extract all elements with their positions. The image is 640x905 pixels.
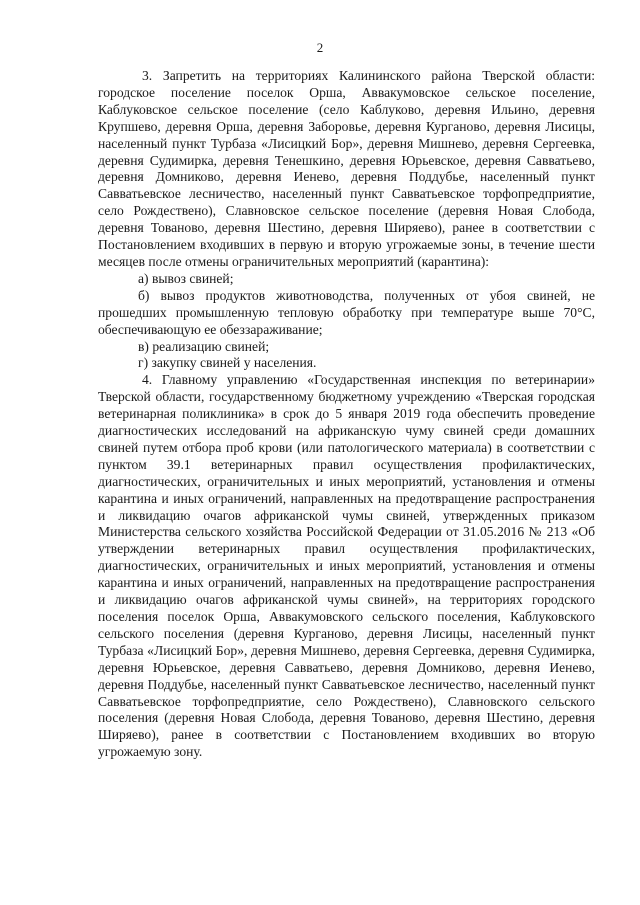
paragraph-3-item-b: б) вывоз продуктов животноводства, полученных от убоя свиней, не прошедших промышленную тепловую обработку при температуре выше 70°С, обеспечивающую ее обеззараживание; <box>98 287 595 337</box>
paragraph-3-item-g: г) закупку свиней у населения. <box>138 355 317 371</box>
paragraph-4: 4. Главному управлению «Государственная инспекция по ветеринарии» Тверской области, государственному бюджетному учреждению «Тверская городская ветеринарная поликлиника» в срок до 5 января 2019 года обеспечить проведение диагностических исследований на африканскую чуму свиней среди домашних свиней путем отбора проб крови (или патологического материала) в соответствии с пунктом 39.1 ветеринарных правил осуществления профилактических, диагностических, ограничительных и иных мероприятий, установления и отмены карантина и иных ограничений, направленных на предотвращение распространения и ликвидацию очагов африканской чумы свиней, утвержденных приказом Министерства сельского хозяйства Российской Федерации от 31.05.2016 № 213 «Об утверждении ветеринарных правил осуществления профилактических, диагностических, ограничительных и иных мероприятий, установления и отмены карантина и иных ограничений, направленных на предотвращение распространения и ликвидацию очагов африканской чумы свиней», на территориях городского поселения поселок Орша, Аввакумовского сельского поселения, Каблуковского сельского поселения (деревня Курганово, деревня Лисицы, населенный пункт Турбаза «Лисицкий Бор», деревня Мишнево, деревня Сергеевка, деревня Судимирка, деревня Юрьевское, деревня Савватьево, деревня Домниково, деревня Иенево, деревня Поддубье, населенный пункт Савватьевское лесничество, населенный пункт Савватьевское торфопредприятие, село Рождествено), Славновского сельского поселения (деревня Новая Слобода, деревня Тованово, деревня Шестино, деревня Ширяево), ранее в соответствии с Постановлением входивших во вторую угрожаемую зону. <box>98 372 595 760</box>
page-number: 2 <box>316 40 324 55</box>
paragraph-3-item-a: а) вывоз свиней; <box>138 270 234 286</box>
paragraph-3: 3. Запретить на территориях Калининского района Тверской области: городское поселение поселок Орша, Аввакумовское сельское поселение, Каблуковское сельское поселение (село Каблуково, деревня Ильино, деревня Крупшево, деревня Орша, деревня Заборовье, деревня Курганово, деревня Лисицы, населенный пункт Турбаза «Лисицкий Бор», деревня Мишнево, деревня Сергеевка, деревня Судимирка, деревня Тенешкино, деревня Юрьевское, деревня Савватьево, деревня Домниково, деревня Иенево, деревня Поддубье, населенный пункт Савватьевское лесничество, населенный пункт Савватьевское торфопредприятие, село Рождествено), Славновское сельское поселение (деревня Новая Слобода, деревня Тованово, деревня Шестино, деревня Ширяево), ранее в соответствии с Постановлением входивших в первую и вторую угрожаемые зоны, в течение шести месяцев после отмены ограничительных мероприятий (карантина): <box>98 68 595 269</box>
paragraph-3-item-v: в) реализацию свиней; <box>138 338 270 354</box>
document-body <box>98 68 595 761</box>
